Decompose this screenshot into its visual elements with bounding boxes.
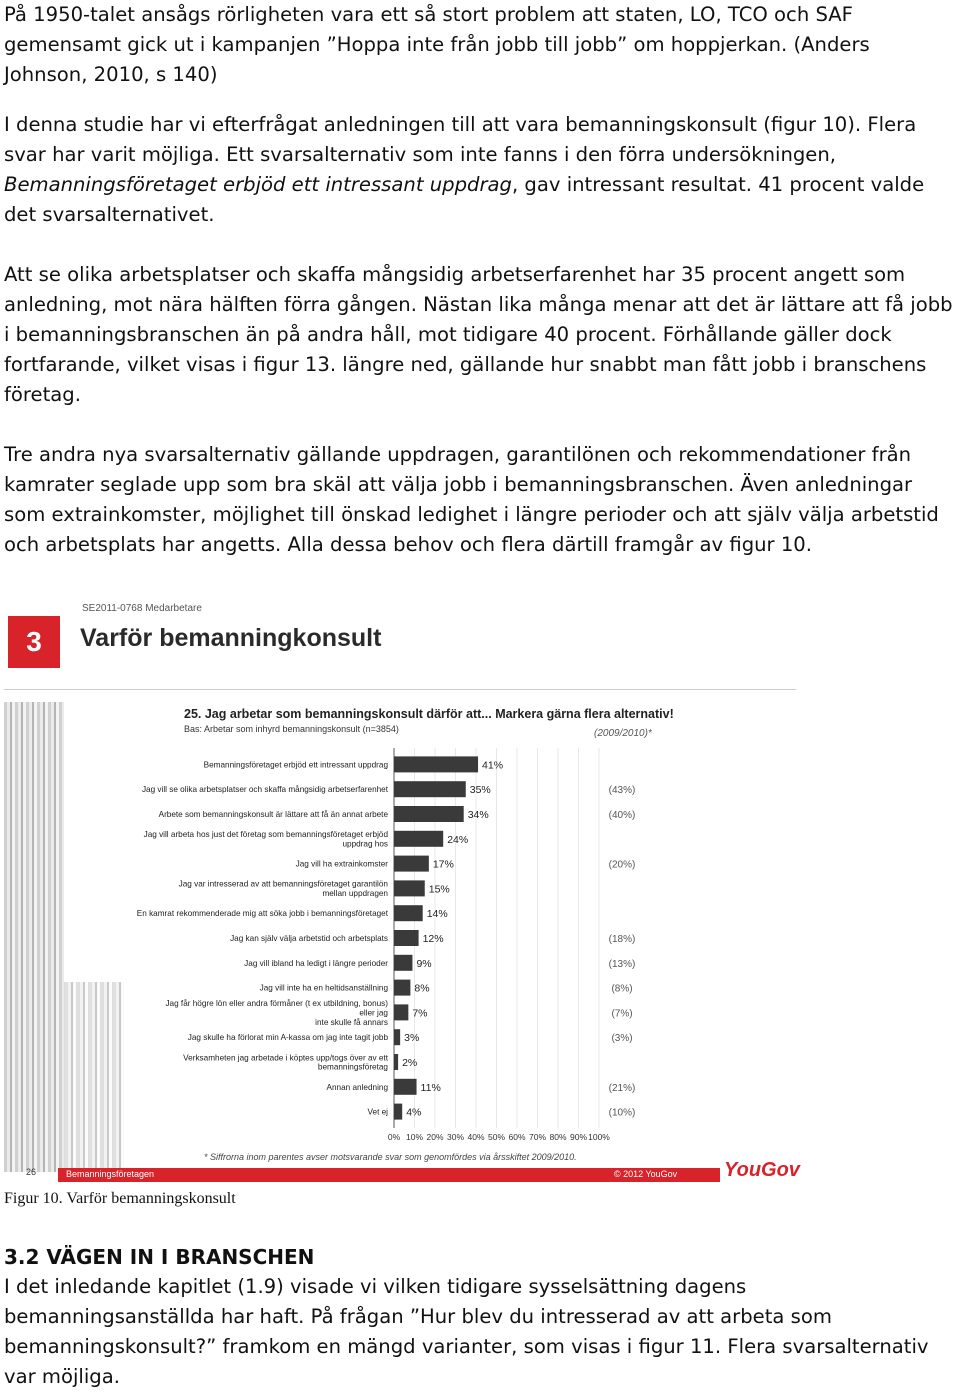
chart-bar (394, 1079, 417, 1095)
chart-bar (394, 1029, 400, 1045)
chart-value-label: 11% (420, 1081, 441, 1094)
chart-category-label: Jag får högre lön eller andra förmåner (t ex utbildning, bonus) (165, 999, 388, 1008)
figure-footer-left: Bemanningsföretagen (66, 1169, 155, 1179)
chart-category-label: Vet ej (367, 1107, 388, 1117)
chart-bar (394, 930, 419, 946)
chart-x-tick-label: 100% (588, 1132, 610, 1142)
chart-previous-value: (13%) (608, 958, 636, 970)
chart-category-label: Jag vill ibland ha ledigt i längre perioder (244, 958, 388, 968)
chart-bar (394, 856, 429, 872)
chart-category-label: Jag var intresserad av att bemanningsföretaget garantilön (178, 879, 388, 889)
chart-previous-value: (3%) (611, 1033, 633, 1045)
chart-bar (394, 831, 443, 847)
paragraph-intro: På 1950-talet ansågs rörligheten vara ett så stort problem att staten, LO, TCO och SAF gemensamt gick ut i kampanjen ”Hoppa inte från jobb till jobb” om hoppjerkan. (Anders Johnson, 2010, s 140) (4, 3, 870, 86)
chart-category-label: Jag kan själv välja arbetstid och arbetsplats (230, 934, 388, 943)
chart-category-label: eller jag (359, 1008, 388, 1018)
chart-title: 25. Jag arbetar som bemanningskonsult därför att... Markera gärna flera alternativ! (184, 707, 674, 721)
chart-value-label: 15% (428, 883, 450, 896)
figure-caption: Figur 10. Varför bemanningskonsult (4, 1190, 236, 1207)
chart-previous-value: (10%) (608, 1107, 636, 1119)
chart-category-label: Bemanningsföretaget erbjöd ett intressant uppdrag (203, 760, 388, 770)
chart-comparison-label: (2009/2010)* (594, 728, 652, 739)
chart-value-label: 24% (447, 833, 469, 846)
chart-category-label: Jag vill se olika arbetsplatser och skaffa mångsidig arbetserfarenhet (141, 785, 388, 795)
paragraph-workplaces: Att se olika arbetsplatser och skaffa mångsidig arbetserfarenhet har 35 procent angett som anledning, mot nära hälften förra gången. Nästan lika många menar att det är lättare att få jobb i bemanningsbranschen än på andra håll, mot tidigare 40 procent. Förhållande gäller dock fortfarande, vilket visas i figur 13. längre ned, gällande hur snabbt man fått jobb i branschens företag. (4, 263, 953, 406)
paragraph-study-italic: Bemanningsföretaget erbjöd ett intressant uppdrag (4, 173, 512, 196)
chart-bar (394, 880, 425, 896)
chart-previous-value: (21%) (608, 1082, 636, 1094)
chart-previous-value: (20%) (608, 859, 636, 871)
chart-value-label: 14% (426, 908, 448, 921)
chart-previous-value: (40%) (608, 810, 636, 821)
figure-page-number: 26 (26, 1167, 37, 1177)
chart-bar (394, 781, 466, 797)
chart-x-tick-label: 40% (467, 1132, 485, 1142)
chart-category-label: mellan uppdragen (322, 889, 388, 899)
chart-subtitle: Bas: Arbetar som inhyrd bemanningskonsult (n=3854) (184, 724, 399, 734)
chart-bar (394, 806, 464, 822)
paragraph-study (4, 110, 956, 230)
chart-value-label: 12% (422, 933, 444, 945)
chart-value-label: 8% (414, 982, 430, 995)
chart-previous-value: (43%) (608, 785, 636, 797)
chart-category-label: Arbete som bemanningskonsult är lättare att få än annat arbete (158, 810, 388, 819)
figure-footer-right: © 2012 YouGov (614, 1169, 678, 1179)
section-heading: 3.2 VÄGEN IN I BRANSCHEN (4, 1245, 315, 1269)
chart-bar (394, 1104, 402, 1120)
chart-category-label: Annan anledning (326, 1082, 388, 1092)
chart-category-label: Jag vill ha extrainkomster (295, 859, 388, 869)
chart-x-tick-label: 10% (405, 1132, 424, 1142)
figure-divider (4, 689, 796, 690)
chart-bar (394, 980, 410, 996)
chart-value-label: 4% (406, 1106, 422, 1119)
chart-category-label: Jag vill inte ha en heltidsanställning (259, 983, 388, 993)
chart-previous-value: (7%) (611, 1008, 633, 1020)
chart-value-label: 9% (416, 957, 432, 970)
chart-x-tick-label: 20% (426, 1132, 444, 1142)
chart-x-tick-label: 70% (528, 1132, 547, 1142)
chart-category-label: Jag skulle ha förlorat min A-kassa om jag inte tagit jobb (187, 1033, 388, 1043)
figure-footer-bar (58, 1168, 798, 1182)
paragraph-study-part1: I denna studie har vi efterfrågat anledningen till att vara bemanningskonsult (figur 10). Flera svar har varit möjliga. Ett svarsalternativ som inte fanns i den förra undersökningen, (4, 113, 917, 166)
yougov-logo: YouGov (720, 1159, 804, 1182)
figure-title: Varför bemanningkonsult (80, 624, 382, 652)
chart-x-tick-label: 80% (549, 1132, 567, 1142)
chart-category-label: uppdrag hos (342, 839, 388, 849)
chart-bar (394, 1004, 408, 1020)
chart-category-label: En kamrat rekommenderade mig att söka jobb i bemanningsföretaget (136, 909, 388, 919)
chart-x-tick-label: 60% (508, 1132, 526, 1142)
crowd-illustration-lower (64, 982, 124, 1172)
chart-value-label: 3% (404, 1032, 420, 1045)
chart-category-label: inte skulle få annars (315, 1017, 388, 1027)
chart-bar (394, 756, 478, 772)
chart-value-label: 35% (469, 784, 491, 797)
chart-footnote: * Siffrorna inom parentes avser motsvarande svar som genomfördes via årsskiftet 2009/2010. (204, 1152, 577, 1162)
paragraph-new-alternatives: Tre andra nya svarsalternativ gällande uppdragen, garantilönen och rekommendationer från kamrater seglade upp som bra skäl att välja jobb i bemanningsbranschen. Även anledningar som extrainkomster, möjlighet till önskad ledighet i längre perioder och att själv välja arbetstid och arbetsplats har angetts. Alla dessa behov och flera därtill framgår av figur 10. (4, 443, 939, 556)
chart-category-label: Jag vill arbeta hos just det företag som bemanningsföretaget erbjöd (143, 830, 388, 840)
chart-category-label: Verksamheten jag arbetade i köptes upp/togs över av ett (183, 1053, 388, 1063)
chapter-number-box: 3 (8, 616, 60, 668)
crowd-illustration (4, 702, 64, 1172)
paragraph-chapter-intro: I det inledande kapitlet (1.9) visade vi vilken tidigare sysselsättning dagens bemanningsanställda har haft. På frågan ”Hur blev du intresserad av att arbeta som bemanningskonsult?” framkom en mängd varianter, som visas i figur 11. Flera svarsalternativ var möjliga. (4, 1275, 929, 1388)
figure-code: SE2011-0768 Medarbetare (82, 603, 202, 614)
chart-value-label: 41% (482, 759, 504, 772)
chart-x-tick-label: 0% (387, 1132, 401, 1142)
chart-x-tick-label: 90% (569, 1132, 588, 1142)
bar-chart (134, 702, 784, 1162)
chart-value-label: 7% (412, 1007, 428, 1020)
chart-x-tick-label: 50% (487, 1132, 506, 1142)
figure-image (4, 602, 800, 1186)
chart-value-label: 34% (467, 809, 489, 821)
chart-bar (394, 905, 423, 921)
chart-value-label: 17% (432, 858, 454, 871)
chart-bar (394, 1054, 398, 1070)
chart-previous-value: (18%) (608, 934, 636, 945)
paragraph-study-part3: , gav intressant resultat. 41 procent valde det svarsalternativet. (4, 173, 925, 226)
chart-category-label: bemanningsföretag (317, 1062, 388, 1072)
chart-previous-value: (8%) (611, 983, 633, 995)
chart-bar (394, 955, 412, 971)
chart-value-label: 2% (402, 1057, 418, 1069)
chart-x-tick-label: 30% (446, 1132, 465, 1142)
